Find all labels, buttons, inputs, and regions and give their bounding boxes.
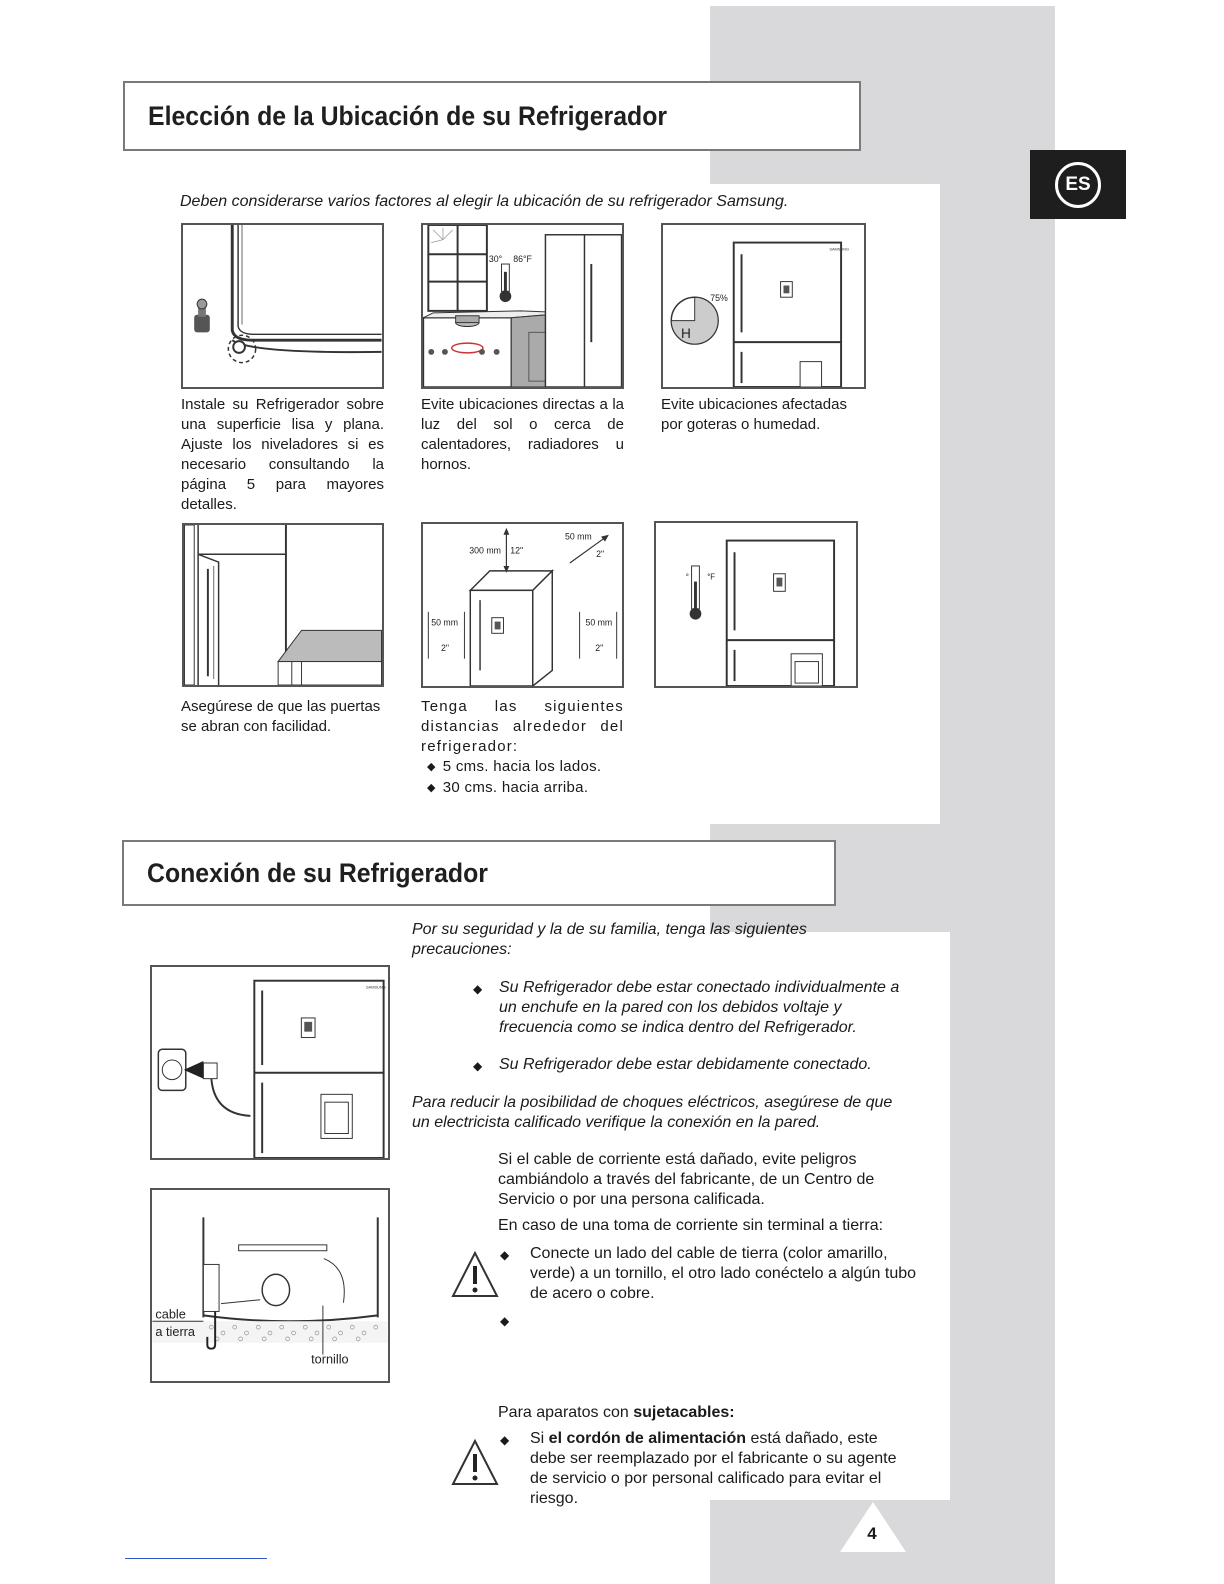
warning-icon	[450, 1250, 500, 1300]
temp-c-label: 30°	[488, 254, 503, 265]
precaution-text: Su Refrigerador debe estar conectado individualmente a un enchufe en la pared con los debidos voltaje y frecuencia como se indica dentro del Refrigerador.	[499, 979, 900, 1036]
corner-mm-label: 50 mm	[564, 531, 592, 542]
top-mm-label: 300 mm	[469, 545, 501, 556]
language-label: ES	[1055, 162, 1101, 208]
shock-note: Para reducir la posibilidad de choques eléctricos, asegúrese de que un electricista calificado verifique la conexión en la pared.	[412, 1094, 893, 1131]
figure-doors	[182, 523, 384, 687]
caption-sun: Evite ubicaciones directas a la luz del sol o cerca de calentadores, radiadores u hornos.	[421, 396, 624, 473]
footer-rule	[125, 1558, 267, 1559]
page-number: 4	[867, 1524, 877, 1543]
diamond-bullet-icon: ◆	[500, 1314, 510, 1328]
language-tab	[1030, 150, 1126, 219]
warning-icon	[450, 1438, 500, 1488]
caption-level: Instale su Refrigerador sobre una superficie lisa y plana. Ajuste los niveladores si es necesario consultando la página 5 para mayores detalles.	[181, 396, 384, 513]
section2-header	[122, 840, 836, 906]
svg-text:SAMSUNG: SAMSUNG	[829, 246, 850, 252]
section1-title: Elección de la Ubicación de su Refrigerador	[148, 100, 668, 131]
thermo-unit-label: °F	[707, 572, 716, 582]
svg-text:SAMSUNG: SAMSUNG	[365, 984, 386, 990]
clamp-step	[500, 1429, 910, 1509]
right-in-label: 2"	[595, 642, 604, 653]
ground-step-text: Conecte un lado del cable de tierra (color amarillo, verde) a un tornillo, el otro lado conéctelo a algún tubo de acero o cobre.	[530, 1245, 917, 1302]
figure-humidity	[661, 223, 866, 389]
precaution-bullet	[473, 1055, 903, 1076]
clamp-heading-plain: Para aparatos con	[498, 1404, 634, 1421]
section2-title: Conexión de su Refrigerador	[147, 857, 488, 888]
figure-ground-wire	[150, 1188, 390, 1383]
diamond-bullet-icon: ◆	[473, 1059, 483, 1073]
diamond-bullet-icon: ◆	[473, 982, 483, 996]
section1-header	[123, 81, 861, 151]
diamond-bullet-icon: ◆	[500, 1433, 510, 1447]
corner-in-label: 2"	[596, 549, 605, 560]
humidity-pct-label: 75%	[710, 293, 728, 304]
ground-label: a tierra	[155, 1323, 195, 1339]
clamp-pre: Si	[530, 1430, 549, 1447]
diamond-bullet-icon: ◆	[500, 1248, 510, 1262]
clearance-item: ◆ 30 cms. hacia arriba.	[427, 778, 624, 799]
cable-damaged-note: Si el cable de corriente está dañado, evite peligros cambiándolo a través del fabricante, de un Centro de Servicio o por una persona calificada.	[498, 1151, 875, 1208]
caption-moisture: Evite ubicaciones afectadas por goteras o humedad.	[661, 396, 847, 433]
empty-bullet	[500, 1310, 530, 1331]
figure-outlet	[150, 965, 390, 1160]
top-in-label: 12"	[510, 545, 524, 556]
caption-doors: Asegúrese de que las puertas se abran con facilidad.	[181, 698, 381, 735]
section1-intro: Deben considerarse varios factores al elegir la ubicación de su refrigerador Samsung.	[180, 193, 789, 210]
left-mm-label: 50 mm	[431, 617, 459, 628]
svg-text:°: °	[685, 572, 689, 582]
left-in-label: 2"	[441, 642, 450, 653]
clamp-step-text	[530, 1429, 910, 1509]
humidity-letter-label: H	[681, 326, 691, 342]
ground-step	[500, 1244, 920, 1304]
clamp-bold: el cordón de alimentación	[548, 1430, 747, 1447]
cable-label: cable	[155, 1306, 186, 1322]
clamp-heading-bold: sujetacables:	[633, 1404, 735, 1421]
temp-f-label: 86°F	[513, 254, 532, 265]
figure-clearance	[421, 522, 624, 688]
clamp-heading	[498, 1403, 918, 1423]
caption-clearance	[421, 697, 624, 799]
clamp-post: está dañado, este debe ser reemplazado por el fabricante o su agente de servicio o por personal calificado para evitar el riesgo.	[530, 1430, 897, 1507]
screw-label: tornillo	[311, 1351, 349, 1367]
section2-intro: Por su seguridad y la de su familia, tenga las siguientes precauciones:	[412, 921, 807, 958]
precaution-text: Su Refrigerador debe estar debidamente conectado.	[499, 1056, 872, 1073]
figure-temperature	[654, 521, 858, 688]
clearance-item: ◆ 5 cms. hacia los lados.	[427, 757, 624, 778]
caption-clearance-intro: Tenga las siguientes distancias alrededor del refrigerador:	[421, 698, 624, 755]
right-mm-label: 50 mm	[585, 617, 613, 628]
precaution-bullet	[473, 978, 903, 1038]
figure-sunlight	[421, 223, 624, 389]
figure-leveler	[181, 223, 384, 389]
no-ground-note: En caso de una toma de corriente sin terminal a tierra:	[498, 1217, 884, 1234]
